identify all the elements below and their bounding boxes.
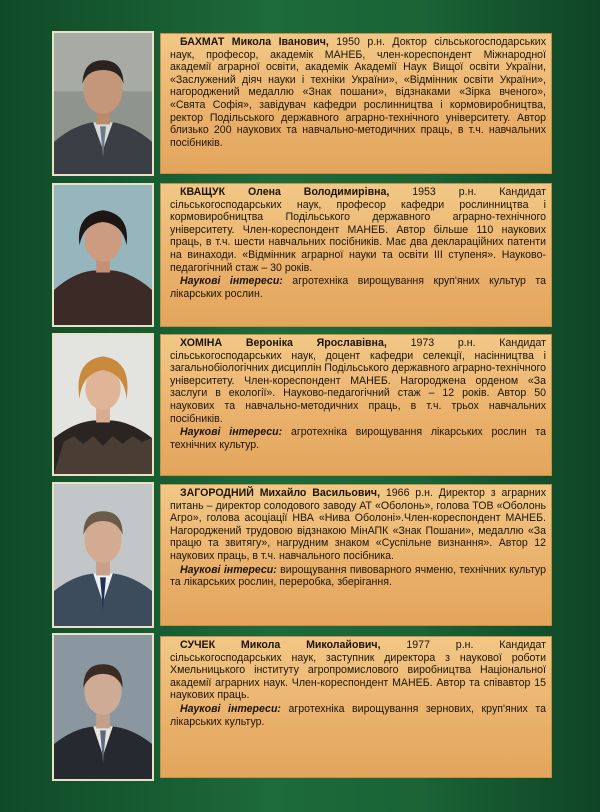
author-photo-3 <box>52 333 154 476</box>
author-bio-3 <box>160 334 552 476</box>
interests-text: вирощування пивоварного ячменю, технічних культур та лікарських рослин, переробка, зберігання. <box>170 563 546 589</box>
author-bio-4 <box>160 484 552 626</box>
author-description: 1950 р.н. Доктор сільськогосподарських наук, професор, академік МАНЕБ, член-кореспондент Міжнародної академії аграрної освіти, академік Академії Наук Вищої освіти України, «Заслужений діяч науки і техніки України», «Відмінник освіти України», нагороджений медаллю «Знак пошани», відзнаками «Зірка вченого», «Свята Софія», завідувач кафедри рослинництва і кормовиробництва, ректор Подільського державного аграрно-технічного університету. Автор близько 200 наукових та навчально-методичних праць, в т.ч. навчальних посібників. <box>170 36 546 149</box>
interests-label: Наукові інтереси: <box>180 426 283 439</box>
portrait-icon <box>54 484 152 626</box>
portrait-icon <box>54 335 152 474</box>
interests-label: Наукові інтереси: <box>180 563 277 576</box>
author-photo-1 <box>52 31 154 176</box>
author-name: СУЧЕК Микола Миколайович, <box>180 639 381 651</box>
author-bio-5 <box>160 636 552 778</box>
author-bio-2 <box>160 183 552 327</box>
author-description: 1977 р.н. Кандидат сільськогосподарських наук, заступник директора з наукової роботи Хмельницького інституту агропромислового виробництва Національної академії аграрних наук. Член-кореспондент МАНЕБ. Автор та співавтор 15 наукових праць. <box>170 639 546 702</box>
author-name: КВАЩУК Олена Володимирівна, <box>180 186 390 198</box>
author-photo-2 <box>52 183 154 327</box>
interests-text: агротехніка вирощування лікарських рослин та технічних культур. <box>170 426 546 451</box>
portrait-icon <box>54 635 152 779</box>
author-photo-5 <box>52 633 154 781</box>
interests-text: агротехніка вирощування зернових, круп'яних та лікарських культур. <box>170 702 546 728</box>
author-description: 1953 р.н. Кандидат сільськогосподарських наук, професор кафедри рослинництва і кормовиробництва Подільського державного аграрно-технічного університету. Член-кореспондент МАНЕБ. Автор більше 110 наукових праць, в т.ч. шести навчальних посібників. Має два деклараційних патенти на винаходи. «Відмінник аграрної науки та освіти ІІІ ступеня». Науково-педагогічний стаж – 30 років. <box>170 186 546 274</box>
author-description: 1973 р.н. Кандидат сільськогосподарських наук, доцент кафедри селекції, насінництва і загальнобіологічних дисциплін Подільського державного аграрно-технічного університету. Член-кореспондент МАНЕБ. Нагороджена орденом «За заслуги в екології». Науково-педагогічний стаж – 12 років. Автор 50 наукових та навчально-методичних праць, в т.ч. трьох навчальних посібників. <box>170 337 546 425</box>
portrait-icon <box>54 33 152 174</box>
author-name: ХОМІНА Вероніка Ярославівна, <box>180 337 387 349</box>
interests-label: Наукові інтереси: <box>180 275 283 288</box>
author-bio-1 <box>160 33 552 174</box>
interests-label: Наукові інтереси: <box>180 702 281 715</box>
author-name: БАХМАТ Микола Іванович, <box>180 36 329 48</box>
portrait-icon <box>54 185 152 325</box>
author-name: ЗАГОРОДНИЙ Михайло Васильович, <box>180 487 381 499</box>
author-description: 1966 р.н. Директор з аграрних питань – директор солодового заводу АТ «Оболонь», голова ТОВ «Оболонь Агро», голова асоціації НВА «Нива Оболоні».Член-кореспондент МАНЕБ. Нагороджений трудовою відзнакою МінАПК «Знак Пошани», медаллю «За працю та звитягу», нагрудним знаком «Суспільне визнання». Автор 12 наукових праць, в т.ч. навчального посібника. <box>170 487 546 562</box>
interests-text: агротехніка вирощування круп'яних культур та лікарських рослин. <box>170 275 546 300</box>
author-photo-4 <box>52 482 154 628</box>
